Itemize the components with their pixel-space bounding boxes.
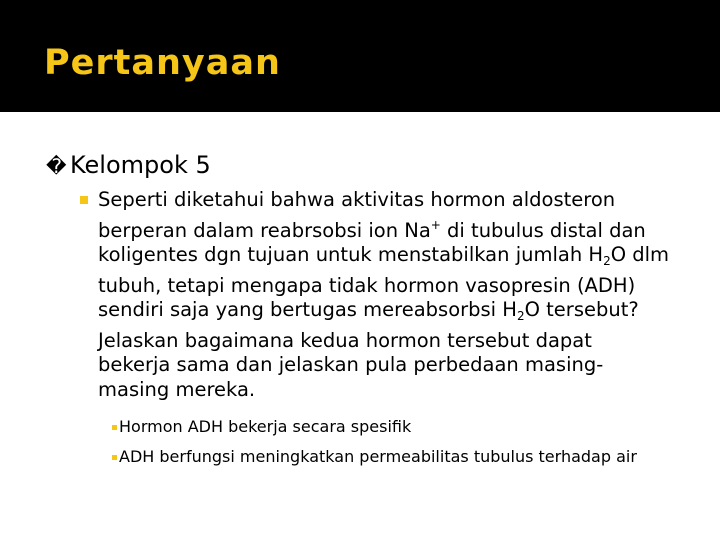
title-band — [0, 0, 720, 112]
bullet-level3 — [112, 416, 687, 438]
question-text — [98, 188, 670, 402]
question-text-part3: O dlm tubuh, tetapi mengapa tidak hormon vasopresin (ADH) sendiri saja yang bertugas mereabsorbsi H — [98, 243, 670, 321]
bullet-level2 — [80, 188, 670, 402]
answer-text: ADH berfungsi meningkatkan permeabilitas tubulus terhadap air — [119, 447, 637, 466]
bullet-level1-label: Kelompok 5 — [70, 151, 211, 179]
question-text-part2: di tubulus distal dan koligentes dgn tujuan untuk menstabilkan jumlah H — [98, 218, 646, 266]
bullet-level1 — [46, 150, 211, 181]
missing-glyph-icon: � — [46, 154, 67, 178]
bullet-level3 — [112, 446, 687, 468]
question-text-part1: Seperti diketahui bahwa aktivitas hormon aldosteron berperan dalam reabrsobsi ion Na — [98, 188, 616, 242]
answer-text: Hormon ADH bekerja secara spesifik — [119, 417, 412, 436]
subscript-2: 2 — [516, 309, 525, 323]
slide-title: Pertanyaan — [44, 43, 281, 83]
square-bullet-icon — [80, 196, 88, 204]
small-square-bullet-icon — [112, 425, 117, 430]
small-square-bullet-icon — [112, 455, 117, 460]
subscript-2: 2 — [603, 254, 611, 268]
question-text-part4: O tersebut? Jelaskan bagaimana kedua hormon tersebut dapat bekerja sama dan jelaskan pula perbedaan masing-masing mereka. — [98, 298, 639, 401]
superscript-plus: + — [430, 217, 441, 232]
